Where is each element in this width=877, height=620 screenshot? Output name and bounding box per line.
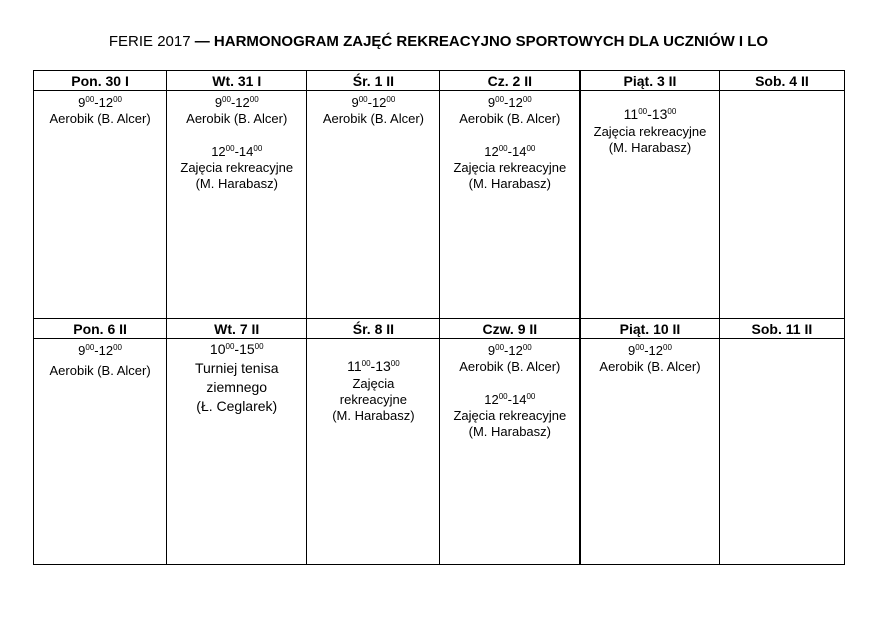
activity-label: Aerobik (B. Alcer) <box>599 359 701 374</box>
day-header: Wt. 7 II <box>167 319 307 339</box>
time-range: $11^{00}-13^{00}$ <box>623 106 677 122</box>
time-range: $12^{00}-14^{00}$ <box>211 144 263 159</box>
activity-label: rekreacyjne <box>339 392 407 407</box>
instructor-label: (M. Harabasz) <box>468 424 551 439</box>
day-header: Czw. 9 II <box>440 319 580 339</box>
time-range: $9^{00}-12^{00}$ <box>214 95 259 110</box>
time-range: $12^{00}-14^{00}$ <box>484 144 536 159</box>
week1-header-row <box>34 71 845 91</box>
time-range: $9^{00}-12^{00}$ <box>351 95 396 110</box>
day-cell-thu-2 <box>440 91 580 319</box>
activity-label: Aerobik (B. Alcer) <box>49 363 151 378</box>
day-header: Pon. 30 I <box>34 71 167 91</box>
day-header: Wt. 31 I <box>167 71 307 91</box>
activity-label: ziemnego <box>206 379 268 395</box>
activity-label: Aerobik (B. Alcer) <box>49 111 151 126</box>
title-rest: — HARMONOGRAM ZAJĘĆ REKREACYJNO SPORTOWYCH DLA UCZNIÓW I LO <box>190 33 769 50</box>
activity-label: Aerobik (B. Alcer) <box>322 111 424 126</box>
day-cell-fri-10 <box>580 339 719 565</box>
time-range: $9^{00}-12^{00}$ <box>78 343 122 358</box>
day-cell-mon-30 <box>34 91 167 319</box>
instructor-label: (M. Harabasz) <box>468 176 551 191</box>
day-header: Śr. 1 II <box>307 71 440 91</box>
activity-label: Zajęcia rekreacyjne <box>453 160 567 175</box>
week1-content-row <box>34 91 845 319</box>
activity-label: Zajęcia <box>352 376 395 391</box>
day-header: Śr. 8 II <box>307 319 440 339</box>
instructor-label: (Ł. Ceglarek) <box>196 398 278 414</box>
activity-label: Turniej tenisa <box>194 360 279 376</box>
time-range: $9^{00}-12^{00}$ <box>628 343 672 358</box>
week2-content-row <box>34 339 845 565</box>
day-header: Piąt. 10 II <box>580 319 719 339</box>
time-range: $12^{00}-14^{00}$ <box>484 392 536 407</box>
time-range: $10^{00}-15^{00}$ <box>209 341 264 357</box>
day-header: Sob. 4 II <box>719 71 844 91</box>
instructor-label: (M. Harabasz) <box>608 140 692 155</box>
time-range: $9^{00}-12^{00}$ <box>78 95 122 110</box>
day-cell-mon-6 <box>34 339 167 565</box>
day-cell-tue-7 <box>167 339 307 565</box>
activity-label: Zajęcia rekreacyjne <box>593 124 707 139</box>
day-cell-sat-4 <box>719 91 844 319</box>
instructor-label: (M. Harabasz) <box>332 408 415 423</box>
activity-label: Zajęcia rekreacyjne <box>453 408 567 423</box>
day-cell-wed-8 <box>307 339 440 565</box>
activity-label: Aerobik (B. Alcer) <box>459 111 561 126</box>
day-header: Pon. 6 II <box>34 319 167 339</box>
day-cell-fri-3 <box>580 91 719 319</box>
day-cell-tue-31 <box>167 91 307 319</box>
instructor-label: (M. Harabasz) <box>195 176 278 191</box>
time-range: $11^{00}-13^{00}$ <box>347 358 400 374</box>
day-cell-sat-11 <box>719 339 844 565</box>
activity-label: Aerobik (B. Alcer) <box>459 359 561 374</box>
day-header: Cz. 2 II <box>440 71 580 91</box>
day-header: Sob. 11 II <box>719 319 844 339</box>
schedule-table <box>33 70 845 565</box>
activity-label: Aerobik (B. Alcer) <box>186 111 288 126</box>
day-header: Piąt. 3 II <box>580 71 719 91</box>
day-cell-wed-1 <box>307 91 440 319</box>
day-cell-thu-9 <box>440 339 580 565</box>
title-lead: FERIE 2017 <box>108 33 191 50</box>
week2-header-row <box>34 319 845 339</box>
time-range: $9^{00}-12^{00}$ <box>487 95 532 110</box>
time-range: $9^{00}-12^{00}$ <box>487 343 532 358</box>
document-title <box>0 33 877 50</box>
activity-label: Zajęcia rekreacyjne <box>180 160 294 175</box>
